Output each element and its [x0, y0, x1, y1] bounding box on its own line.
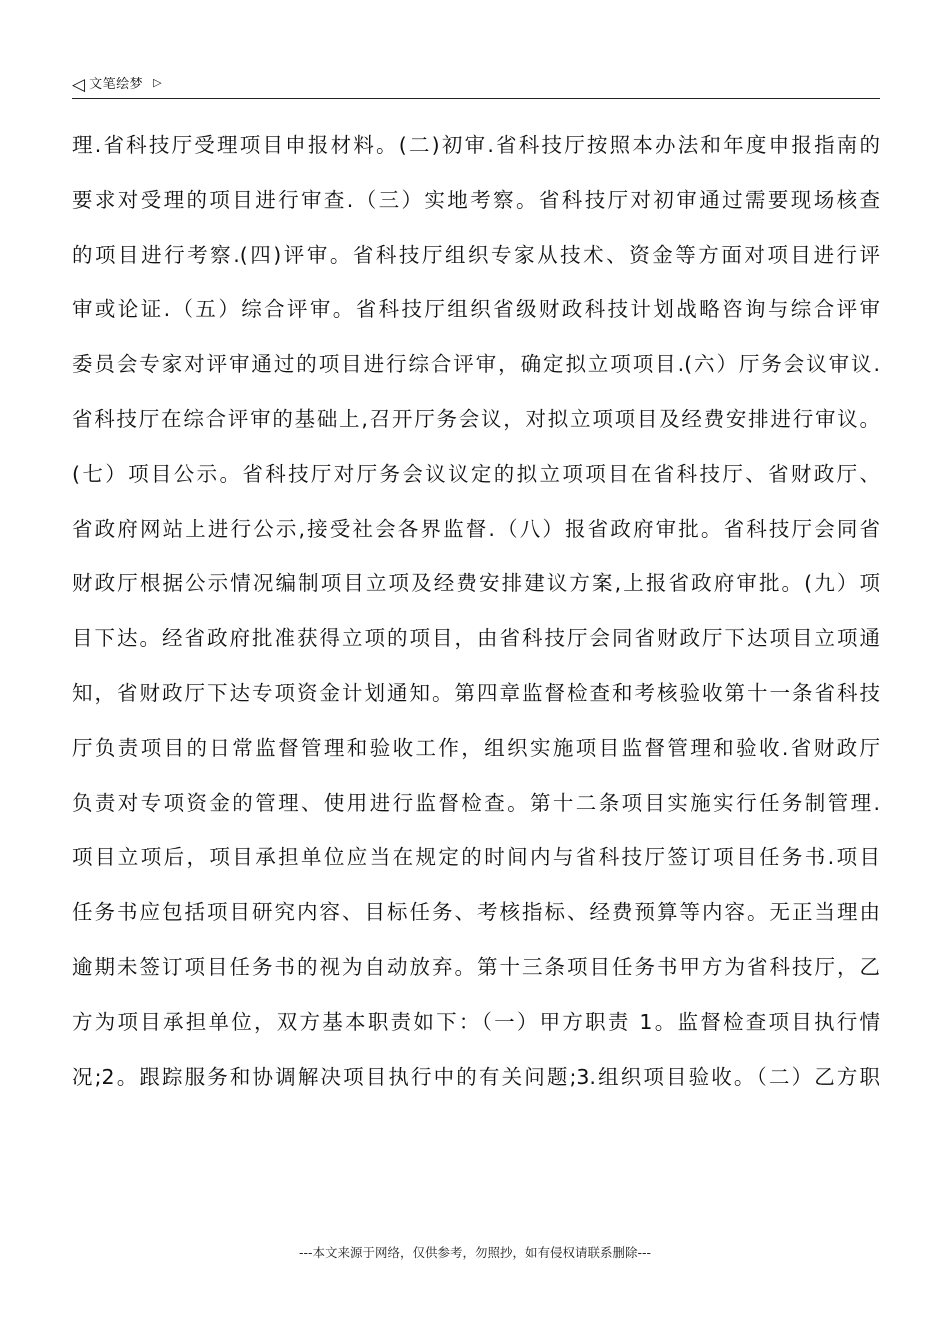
- text-line: 目下达。经省政府批准获得立项的项目，由省科技厅会同省财政厅下达项目立项通: [72, 626, 880, 651]
- header-brand: 文笔绘梦: [89, 77, 144, 92]
- page-footer: ---本文来源于网络，仅供参考，勿照抄，如有侵权请联系删除---: [298, 1245, 652, 1260]
- text-line: 负责对专项资金的管理、使用进行监督检查。第十二条项目实施实行任务制管理.: [72, 790, 880, 815]
- text-line: 的项目进行考察.(四)评审。省科技厅组织专家从技术、资金等方面对项目进行评: [72, 242, 880, 267]
- text-line: 逾期未签订项目任务书的视为自动放弃。第十三条项目任务书甲方为省科技厅，乙: [72, 954, 880, 979]
- text-line: 厅负责项目的日常监督管理和验收工作，组织实施项目监督管理和验收.省财政厅: [72, 735, 880, 760]
- text-line: 审或论证.（五）综合评审。省科技厅组织省级财政科技计划战略咨询与综合评审: [72, 297, 880, 322]
- text-line: 要求对受理的项目进行审查.（三）实地考察。省科技厅对初审通过需要现场核查: [72, 187, 880, 212]
- text-line: 财政厅根据公示情况编制项目立项及经费安排建议方案,上报省政府审批。(九）项: [72, 571, 880, 596]
- text-line: 省科技厅在综合评审的基础上,召开厅务会议，对拟立项项目及经费安排进行审议。: [72, 406, 880, 431]
- text-line: 委员会专家对评审通过的项目进行综合评审，确定拟立项项目.(六）厅务会议审议.: [72, 352, 880, 377]
- page-header: [72, 72, 880, 99]
- text-line: 方为项目承担单位，双方基本职责如下：（一）甲方职责 1。监督检查项目执行情: [72, 1009, 880, 1034]
- triangle-left-icon: ◁: [72, 75, 86, 95]
- triangle-right-icon: ▷: [153, 76, 162, 89]
- text-line: 省政府网站上进行公示,接受社会各界监督.（八）报省政府审批。省科技厅会同省: [72, 516, 880, 541]
- text-line: 项目立项后，项目承担单位应当在规定的时间内与省科技厅签订项目任务书.项目: [72, 845, 880, 870]
- body-text: [72, 118, 880, 1104]
- text-line: 任务书应包括项目研究内容、目标任务、考核指标、经费预算等内容。无正当理由: [72, 900, 880, 925]
- text-line: (七）项目公示。省科技厅对厅务会议议定的拟立项项目在省科技厅、省财政厅、: [72, 461, 880, 486]
- text-line: 理.省科技厅受理项目申报材料。(二)初审.省科技厅按照本办法和年度申报指南的: [72, 133, 880, 157]
- text-line: 况;2。跟踪服务和协调解决项目执行中的有关问题;3.组织项目验收。（二）乙方职: [72, 1064, 880, 1089]
- text-line: 知，省财政厅下达专项资金计划通知。第四章监督检查和考核验收第十一条省科技: [72, 680, 880, 705]
